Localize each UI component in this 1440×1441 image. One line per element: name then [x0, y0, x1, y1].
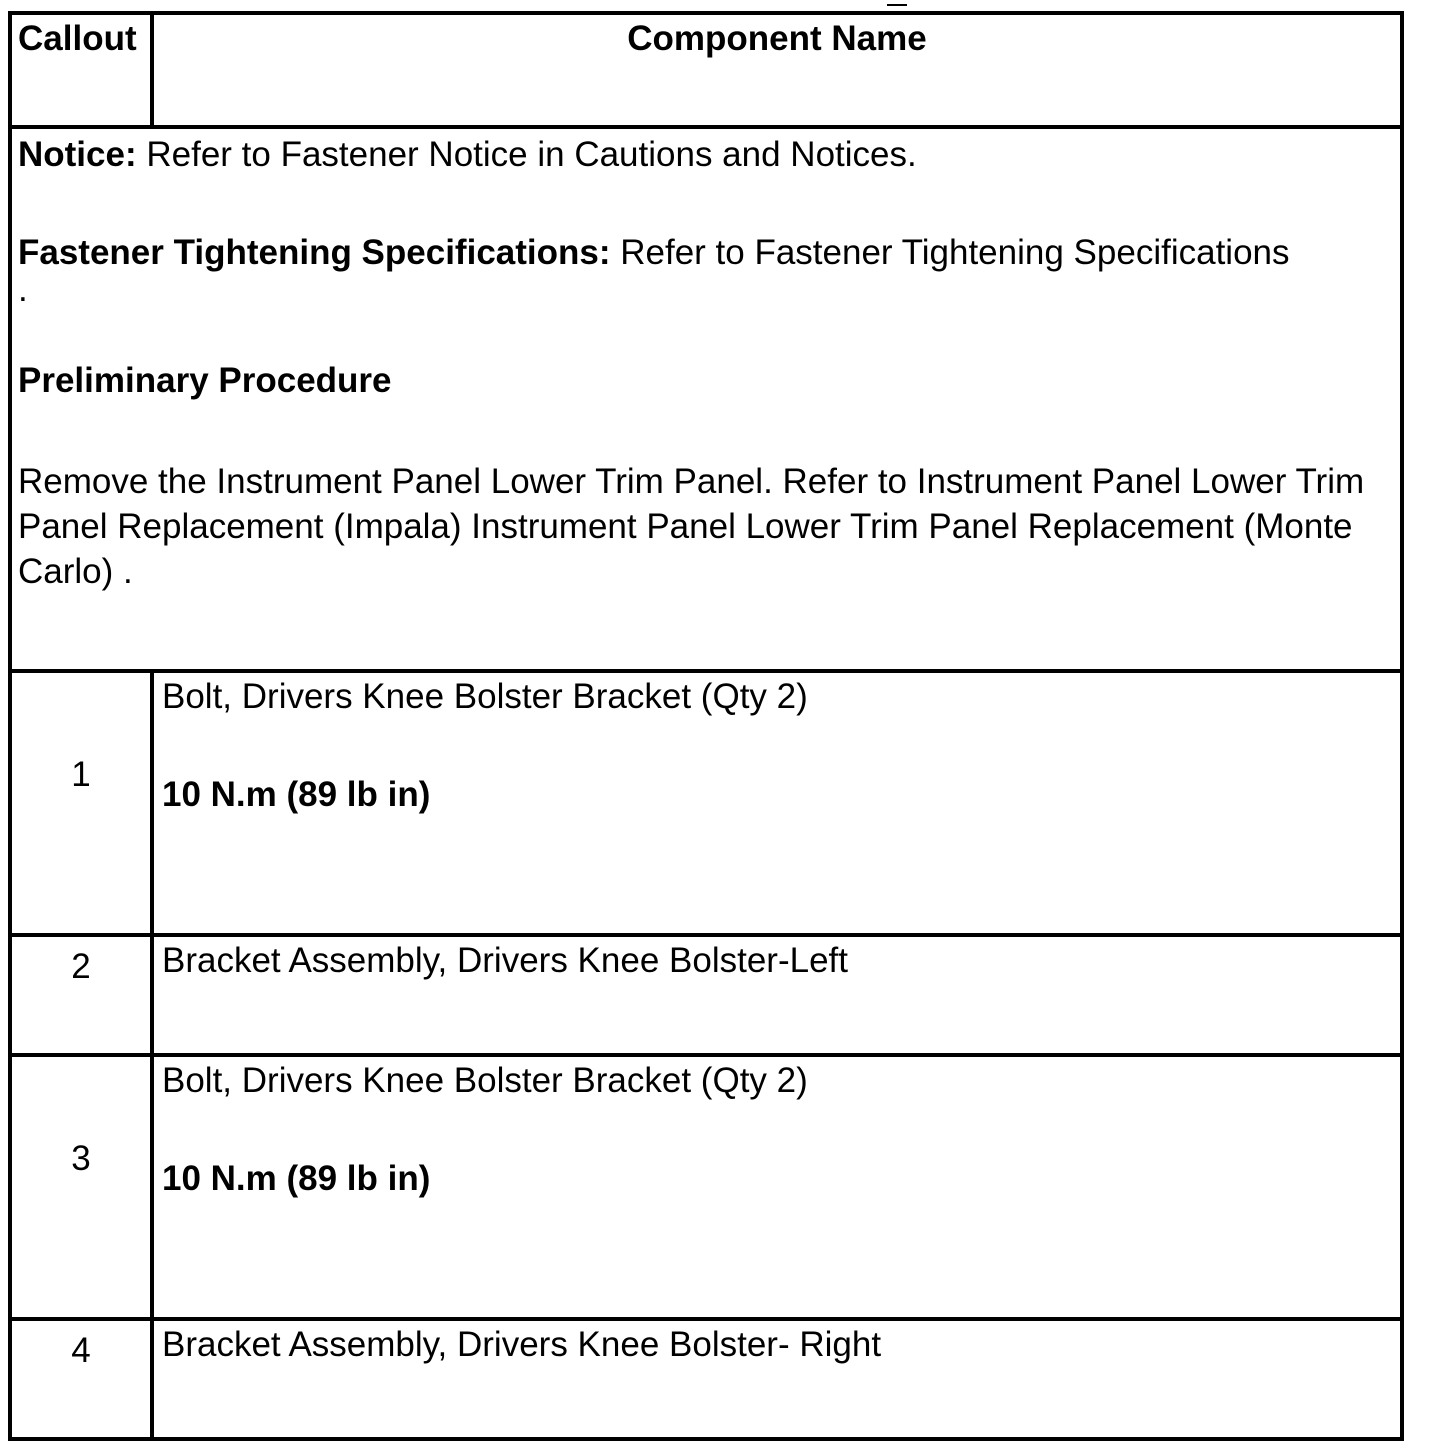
- component-name-column-header: Component Name: [152, 13, 1402, 127]
- table-row: [10, 935, 1402, 1055]
- table-row: [10, 1055, 1402, 1319]
- notice-block: [10, 127, 1402, 671]
- fastener-text: Refer to Fastener Tightening Specifications: [610, 233, 1290, 272]
- top-divider-mark: [887, 4, 907, 6]
- component-name-cell: [152, 1055, 1402, 1319]
- fastener-label: Fastener Tightening Specifications:: [18, 233, 611, 272]
- component-name: Bracket Assembly, Drivers Knee Bolster- Right: [162, 1325, 882, 1364]
- component-name-cell: [152, 1319, 1402, 1439]
- component-name-cell: [152, 935, 1402, 1055]
- preliminary-procedure-heading: Preliminary Procedure: [18, 361, 392, 400]
- notice-text: Refer to Fastener Notice in Cautions and Notices.: [136, 135, 917, 174]
- table-header-row: [10, 13, 1402, 127]
- callout-number: 4: [10, 1319, 152, 1439]
- component-name: Bolt, Drivers Knee Bolster Bracket (Qty 2): [162, 1061, 808, 1100]
- torque-spec: 10 N.m (89 lb in): [162, 1159, 431, 1198]
- procedure-text: Remove the Instrument Panel Lower Trim Panel. Refer to Instrument Panel Lower Trim Panel Replacement (Impala) Instrument Panel Lower Trim Panel Replacement (Monte Carlo) .: [18, 462, 1365, 591]
- notice-row: [10, 127, 1402, 671]
- callout-column-header: Callout: [10, 13, 152, 127]
- notice-paragraph: [18, 129, 1394, 177]
- callout-number: 1: [10, 671, 152, 935]
- fastener-paragraph: [18, 231, 1394, 275]
- callout-number: 2: [10, 935, 152, 1055]
- component-name: Bolt, Drivers Knee Bolster Bracket (Qty 2): [162, 677, 808, 716]
- fastener-trailing-dot: .: [18, 270, 28, 309]
- component-name: Bracket Assembly, Drivers Knee Bolster-Left: [162, 941, 848, 980]
- component-name-cell: [152, 671, 1402, 935]
- table-row: [10, 1319, 1402, 1439]
- table-row: [10, 671, 1402, 935]
- component-table: [8, 11, 1404, 1441]
- notice-label: Notice:: [18, 135, 137, 174]
- torque-spec: 10 N.m (89 lb in): [162, 775, 431, 814]
- callout-number: 3: [10, 1055, 152, 1319]
